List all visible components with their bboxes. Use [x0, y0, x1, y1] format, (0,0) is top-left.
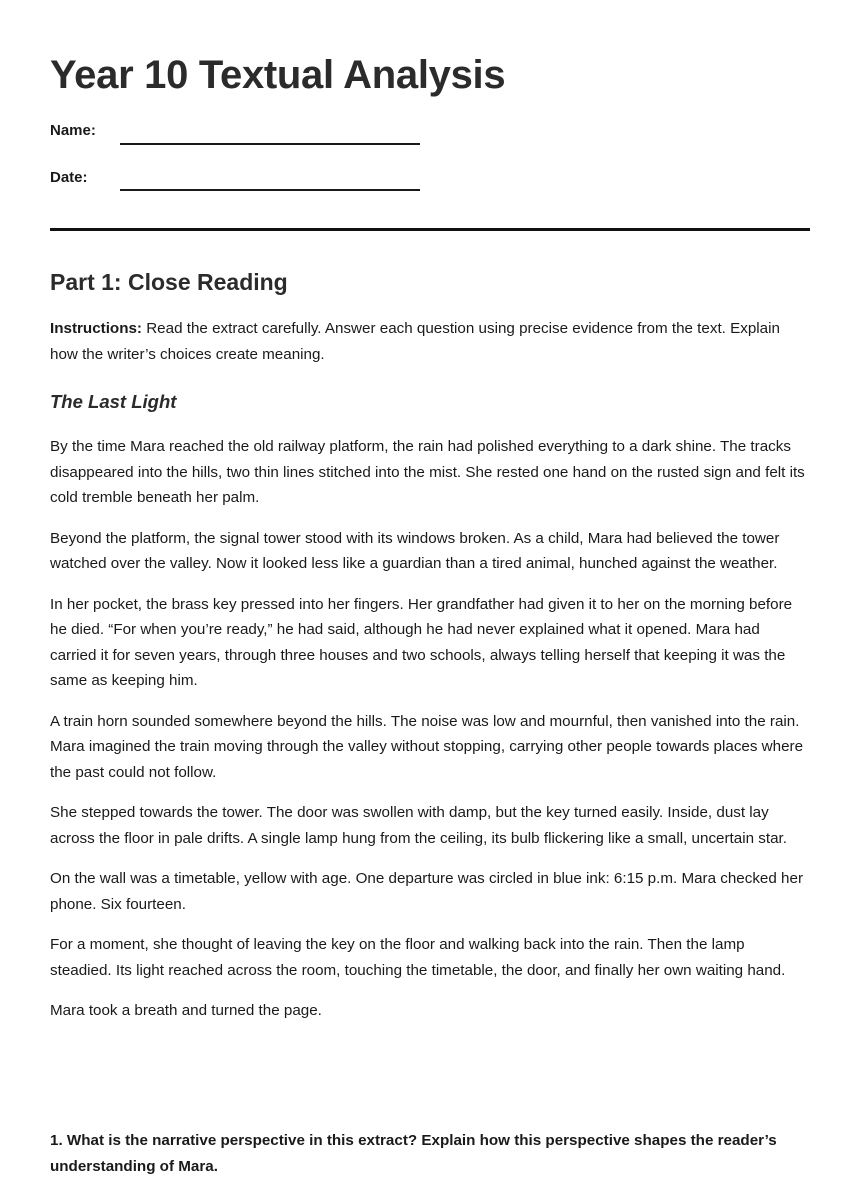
name-write-line[interactable] — [120, 143, 420, 145]
name-field — [50, 122, 450, 152]
question-1: 1. What is the narrative perspective in this extract? Explain how this perspective shapes the reader’s understanding of Mara. — [50, 1132, 777, 1175]
instructions — [50, 316, 810, 367]
section-heading: Part 1: Close Reading — [50, 269, 288, 295]
extract-paragraph: Beyond the platform, the signal tower stood with its windows broken. As a child, Mara had believed the tower watched over the valley. Now it looked less like a guardian than a tired animal, hunched against the weather. — [50, 529, 780, 572]
page-title: Year 10 Textual Analysis — [50, 53, 506, 97]
extract-body — [50, 434, 810, 1039]
name-label: Name: — [50, 122, 96, 139]
date-write-line[interactable] — [120, 189, 420, 191]
section-divider — [50, 228, 810, 231]
extract-paragraph: For a moment, she thought of leaving the key on the floor and walking back into the rain. Then the lamp steadied. Its light reached across the room, touching the timetable, the door, and finally her own waiting hand. — [50, 936, 786, 979]
extract-paragraph: She stepped towards the tower. The door was swollen with damp, but the key turned easily. Inside, dust lay across the floor in pale drifts. A single lamp hung from the ceiling, its bulb flickering like a small, uncertain star. — [50, 804, 787, 847]
date-field — [50, 169, 450, 199]
extract-title: The Last Light — [50, 391, 177, 412]
extract-paragraph: In her pocket, the brass key pressed into her fingers. Her grandfather had given it to her on the morning before he died. “For when you’re ready,” he had said, although he had never explained what it opened. Mara had carried it for seven years, through three houses and two schools, always telling herself that keeping it was the same as keeping him. — [50, 595, 793, 689]
date-label: Date: — [50, 169, 88, 186]
extract-paragraph: A train horn sounded somewhere beyond the hills. The noise was low and mournful, then vanished into the rain. Mara imagined the train moving through the valley without stopping, carrying other people towards places where the past could not follow. — [50, 712, 804, 781]
instructions-text: Read the extract carefully. Answer each question using precise evidence from the text. Explain how the writer’s choices create meaning. — [50, 320, 780, 363]
instructions-label: Instructions: — [50, 320, 142, 337]
extract-paragraph: On the wall was a timetable, yellow with age. One departure was circled in blue ink: 6:15 p.m. Mara checked her phone. Six fourteen. — [50, 870, 803, 913]
extract-paragraph: By the time Mara reached the old railway platform, the rain had polished everything to a dark shine. The tracks disappeared into the hills, two thin lines stitched into the mist. She rested one hand on the rusted sign and felt its cold tremble beneath her palm. — [50, 438, 805, 506]
extract-paragraph: Mara took a breath and turned the page. — [50, 1002, 322, 1019]
